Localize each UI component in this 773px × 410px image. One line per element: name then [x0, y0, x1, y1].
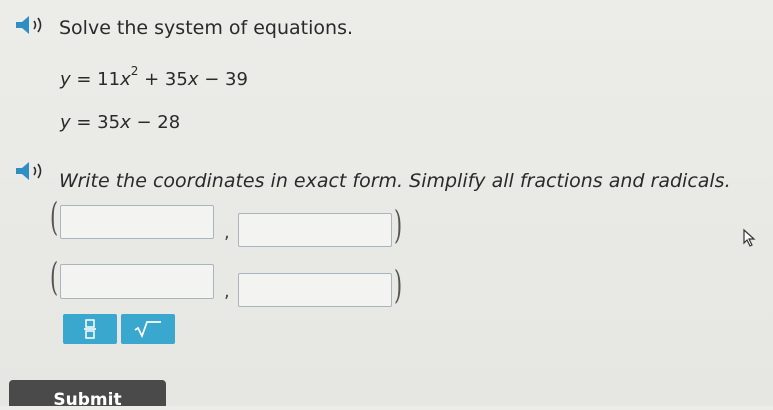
equation-1: $y = 11x^2 + 35x - 39$: [60, 64, 248, 90]
mouse-cursor-icon: [741, 228, 759, 248]
audio-speaker-icon[interactable]: [14, 160, 48, 182]
answer-y-input-1[interactable]: [238, 213, 392, 247]
open-paren: (: [50, 255, 59, 299]
square-root-button[interactable]: [121, 314, 175, 344]
answer-x-input-1[interactable]: [60, 205, 214, 239]
fraction-icon: [83, 319, 97, 339]
answer-x-input-2[interactable]: [60, 264, 214, 299]
fraction-button[interactable]: [63, 314, 117, 344]
directions-text: Write the coordinates in exact form. Simplify all fractions and radicals.: [59, 170, 731, 192]
comma: ,: [224, 222, 230, 243]
instruction-text: Solve the system of equations.: [59, 17, 354, 39]
square-root-icon: [133, 319, 163, 339]
close-paren: ): [394, 263, 403, 307]
close-paren: ): [394, 203, 403, 247]
answer-y-input-2[interactable]: [238, 273, 392, 307]
submit-button[interactable]: Submit: [9, 380, 166, 406]
comma: ,: [224, 281, 230, 302]
audio-speaker-icon[interactable]: [14, 14, 48, 36]
open-paren: (: [50, 195, 59, 239]
equation-2: y = 35x − 28: [60, 112, 181, 133]
